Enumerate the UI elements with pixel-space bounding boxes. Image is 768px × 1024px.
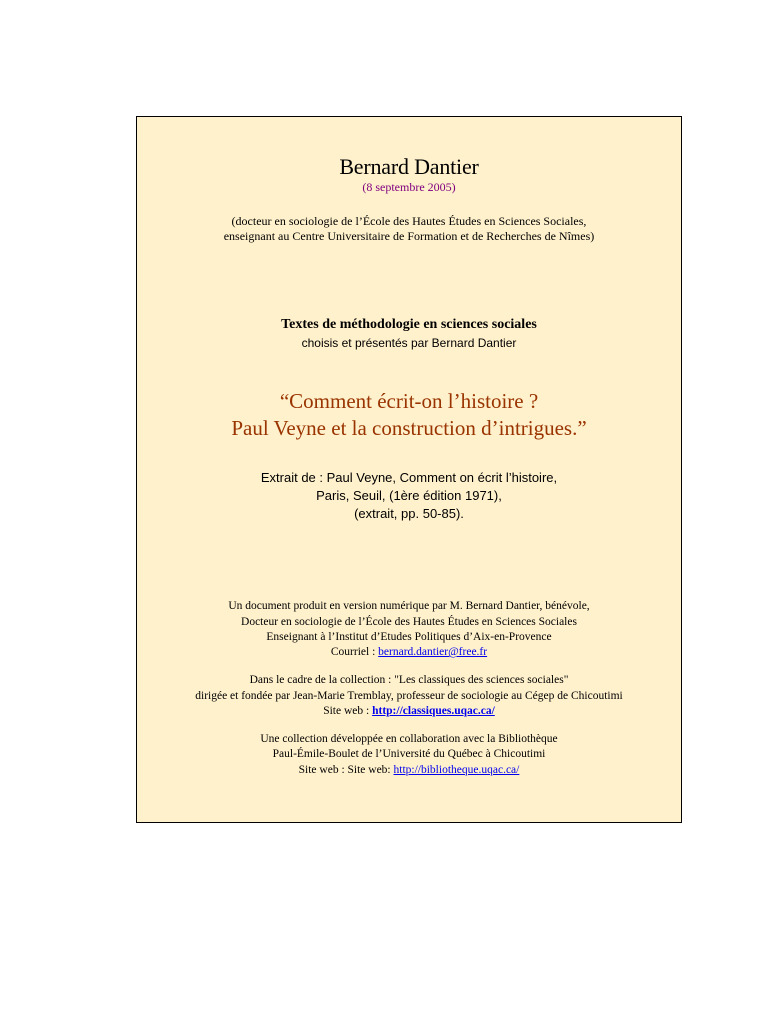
library-site-line	[137, 764, 681, 776]
document-title-line-1: “Comment écrit-on l’histoire ?	[279, 389, 539, 413]
library-line-2: Paul-Émile-Boulet de l’Université du Québec à Chicoutimi	[272, 748, 546, 760]
extract-line-3: (extrait, pp. 50-85).	[354, 506, 464, 521]
publication-date: (8 septembre 2005)	[362, 180, 456, 194]
author-credential-line-1: (docteur en sociologie de l’École des Hautes Études en Sciences Sociales,	[231, 214, 587, 228]
title-page-frame	[136, 116, 682, 823]
author-name: Bernard Dantier	[339, 154, 479, 179]
production-line-2: Docteur en sociologie de l’École des Hautes Études en Sciences Sociales	[241, 616, 577, 628]
document-title-line-2: Paul Veyne et la construction d’intrigues.”	[231, 416, 587, 440]
email-label: Courriel :	[330, 646, 379, 658]
bibliotheque-site-link[interactable]: http://bibliotheque.uqac.ca/	[393, 764, 520, 776]
collection-site-label: Site web :	[323, 705, 373, 717]
series-subtitle: choisis et présentés par Bernard Dantier	[301, 336, 517, 350]
email-line	[137, 646, 681, 658]
collection-line-1: Dans le cadre de la collection : "Les classiques des sciences sociales"	[249, 674, 569, 686]
extract-line-2: Paris, Seuil, (1ère édition 1971),	[316, 488, 502, 503]
extract-line-1: Extrait de : Paul Veyne, Comment on écrit l’histoire,	[260, 470, 558, 485]
collection-site-line	[137, 705, 681, 717]
library-line-1: Une collection développée en collaboration avec la Bibliothèque	[260, 733, 558, 745]
production-line-3: Enseignant à l’Institut d’Etudes Politiques d’Aix-en-Provence	[266, 631, 552, 643]
production-line-1: Un document produit en version numérique par M. Bernard Dantier, bénévole,	[228, 600, 590, 612]
classiques-site-link[interactable]: http://classiques.uqac.ca/	[372, 705, 495, 717]
series-title: Textes de méthodologie en sciences sociales	[281, 317, 537, 332]
collection-line-2: dirigée et fondée par Jean-Marie Tremblay, professeur de sociologie au Cégep de Chicoutimi	[195, 690, 623, 702]
email-link[interactable]: bernard.dantier@free.fr	[378, 646, 488, 658]
author-credential-line-2: enseignant au Centre Universitaire de Formation et de Recherches de Nîmes)	[223, 229, 595, 243]
library-site-label: Site web : Site web:	[298, 764, 394, 776]
